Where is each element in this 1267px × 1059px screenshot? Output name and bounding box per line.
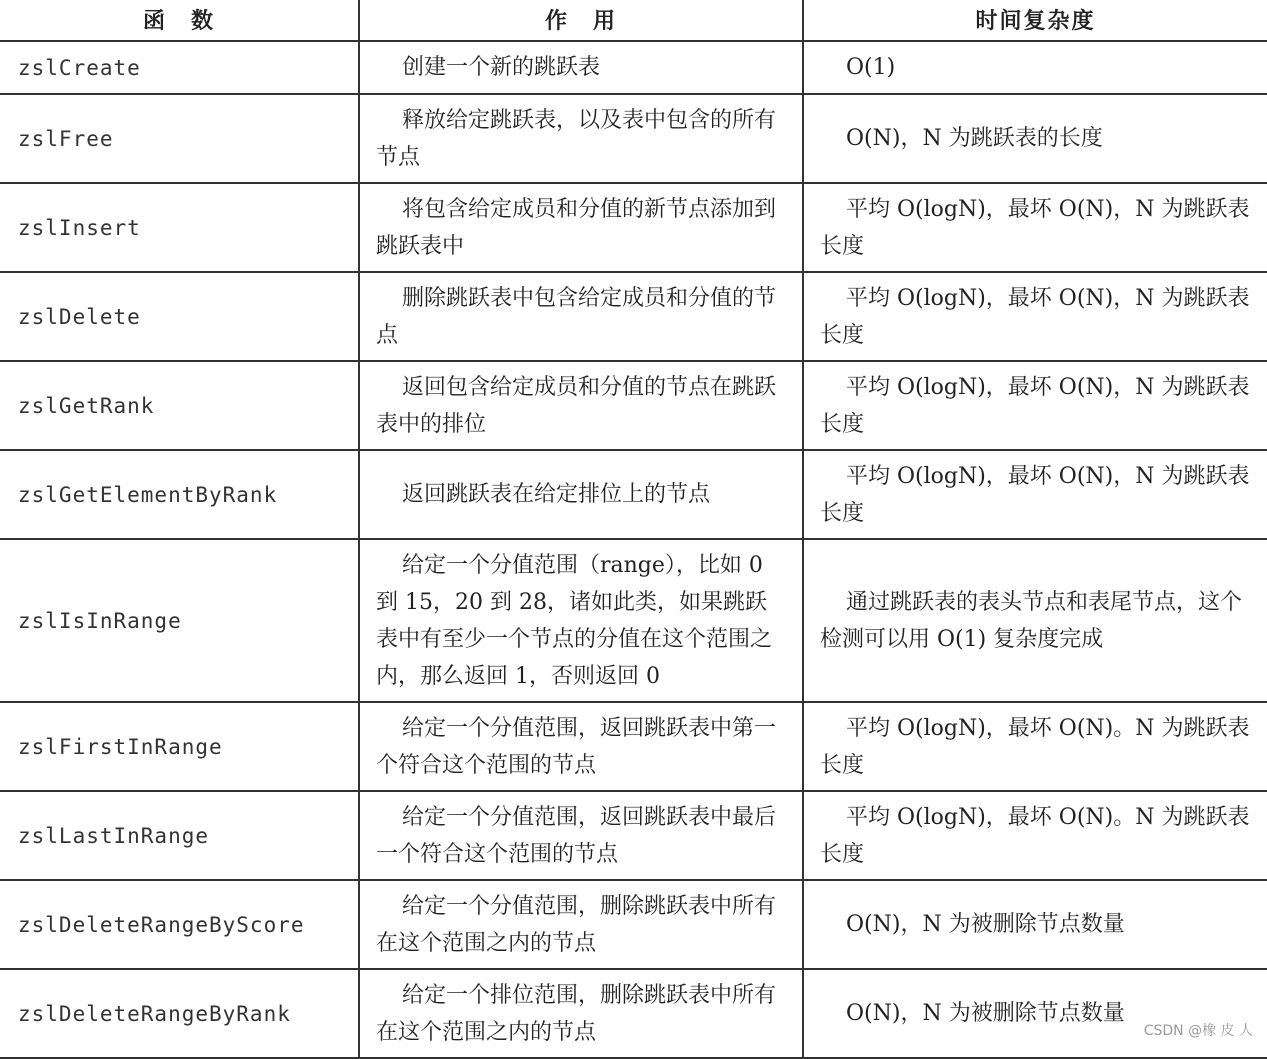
- function-purpose: 给定一个分值范围（range），比如 0 到 15，20 到 28，诸如此类，如果跳跃表中有至少一个节点的分值在这个范围之内，那么返回 1，否则返回 0: [359, 539, 803, 702]
- function-purpose: 释放给定跳跃表，以及表中包含的所有节点: [359, 94, 803, 183]
- table-row: [0, 880, 1267, 969]
- table-row: [0, 539, 1267, 702]
- watermark: CSDN @橡 皮 人: [1143, 1023, 1253, 1039]
- function-complexity: O(N)，N 为跳跃表的长度: [803, 94, 1267, 183]
- header-purpose: 作 用: [359, 0, 803, 41]
- function-purpose: 返回包含给定成员和分值的节点在跳跃表中的排位: [359, 361, 803, 450]
- function-complexity: 平均 O(logN)，最坏 O(N)，N 为跳跃表长度: [803, 450, 1267, 539]
- function-complexity: 平均 O(logN)，最坏 O(N)，N 为跳跃表长度: [803, 272, 1267, 361]
- header-function: 函 数: [0, 0, 359, 41]
- table-row: [0, 94, 1267, 183]
- function-name: zslDeleteRangeByScore: [0, 880, 359, 969]
- function-complexity: O(1): [803, 41, 1267, 94]
- function-name: zslLastInRange: [0, 791, 359, 880]
- function-name: zslIsInRange: [0, 539, 359, 702]
- function-complexity: 平均 O(logN)，最坏 O(N)，N 为跳跃表长度: [803, 361, 1267, 450]
- function-name: zslFree: [0, 94, 359, 183]
- function-complexity: 通过跳跃表的表头节点和表尾节点，这个检测可以用 O(1) 复杂度完成: [803, 539, 1267, 702]
- function-name: zslFirstInRange: [0, 702, 359, 791]
- table-row: [0, 450, 1267, 539]
- table-row: [0, 969, 1267, 1058]
- table-row: [0, 41, 1267, 94]
- function-purpose: 给定一个分值范围，删除跳跃表中所有在这个范围之内的节点: [359, 880, 803, 969]
- function-name: zslGetRank: [0, 361, 359, 450]
- function-complexity: O(N)，N 为被删除节点数量: [803, 880, 1267, 969]
- table-row: [0, 361, 1267, 450]
- function-purpose: 删除跳跃表中包含给定成员和分值的节点: [359, 272, 803, 361]
- header-row: [0, 0, 1267, 41]
- table-row: [0, 183, 1267, 272]
- function-complexity: O(N)，N 为被删除节点数量: [803, 969, 1267, 1058]
- function-name: zslInsert: [0, 183, 359, 272]
- table-row: [0, 272, 1267, 361]
- function-complexity: 平均 O(logN)，最坏 O(N)。N 为跳跃表长度: [803, 791, 1267, 880]
- function-name: zslDeleteRangeByRank: [0, 969, 359, 1058]
- function-name: zslGetElementByRank: [0, 450, 359, 539]
- function-purpose: 给定一个分值范围，返回跳跃表中最后一个符合这个范围的节点: [359, 791, 803, 880]
- function-purpose: 将包含给定成员和分值的新节点添加到跳跃表中: [359, 183, 803, 272]
- function-name: zslCreate: [0, 41, 359, 94]
- function-purpose: 给定一个分值范围，返回跳跃表中第一个符合这个范围的节点: [359, 702, 803, 791]
- header-complexity: 时间复杂度: [803, 0, 1267, 41]
- function-name: zslDelete: [0, 272, 359, 361]
- table-row: [0, 791, 1267, 880]
- function-purpose: 创建一个新的跳跃表: [359, 41, 803, 94]
- function-purpose: 返回跳跃表在给定排位上的节点: [359, 450, 803, 539]
- table-row: [0, 702, 1267, 791]
- function-purpose: 给定一个排位范围，删除跳跃表中所有在这个范围之内的节点: [359, 969, 803, 1058]
- function-complexity: 平均 O(logN)，最坏 O(N)，N 为跳跃表长度: [803, 183, 1267, 272]
- function-complexity: 平均 O(logN)，最坏 O(N)。N 为跳跃表长度: [803, 702, 1267, 791]
